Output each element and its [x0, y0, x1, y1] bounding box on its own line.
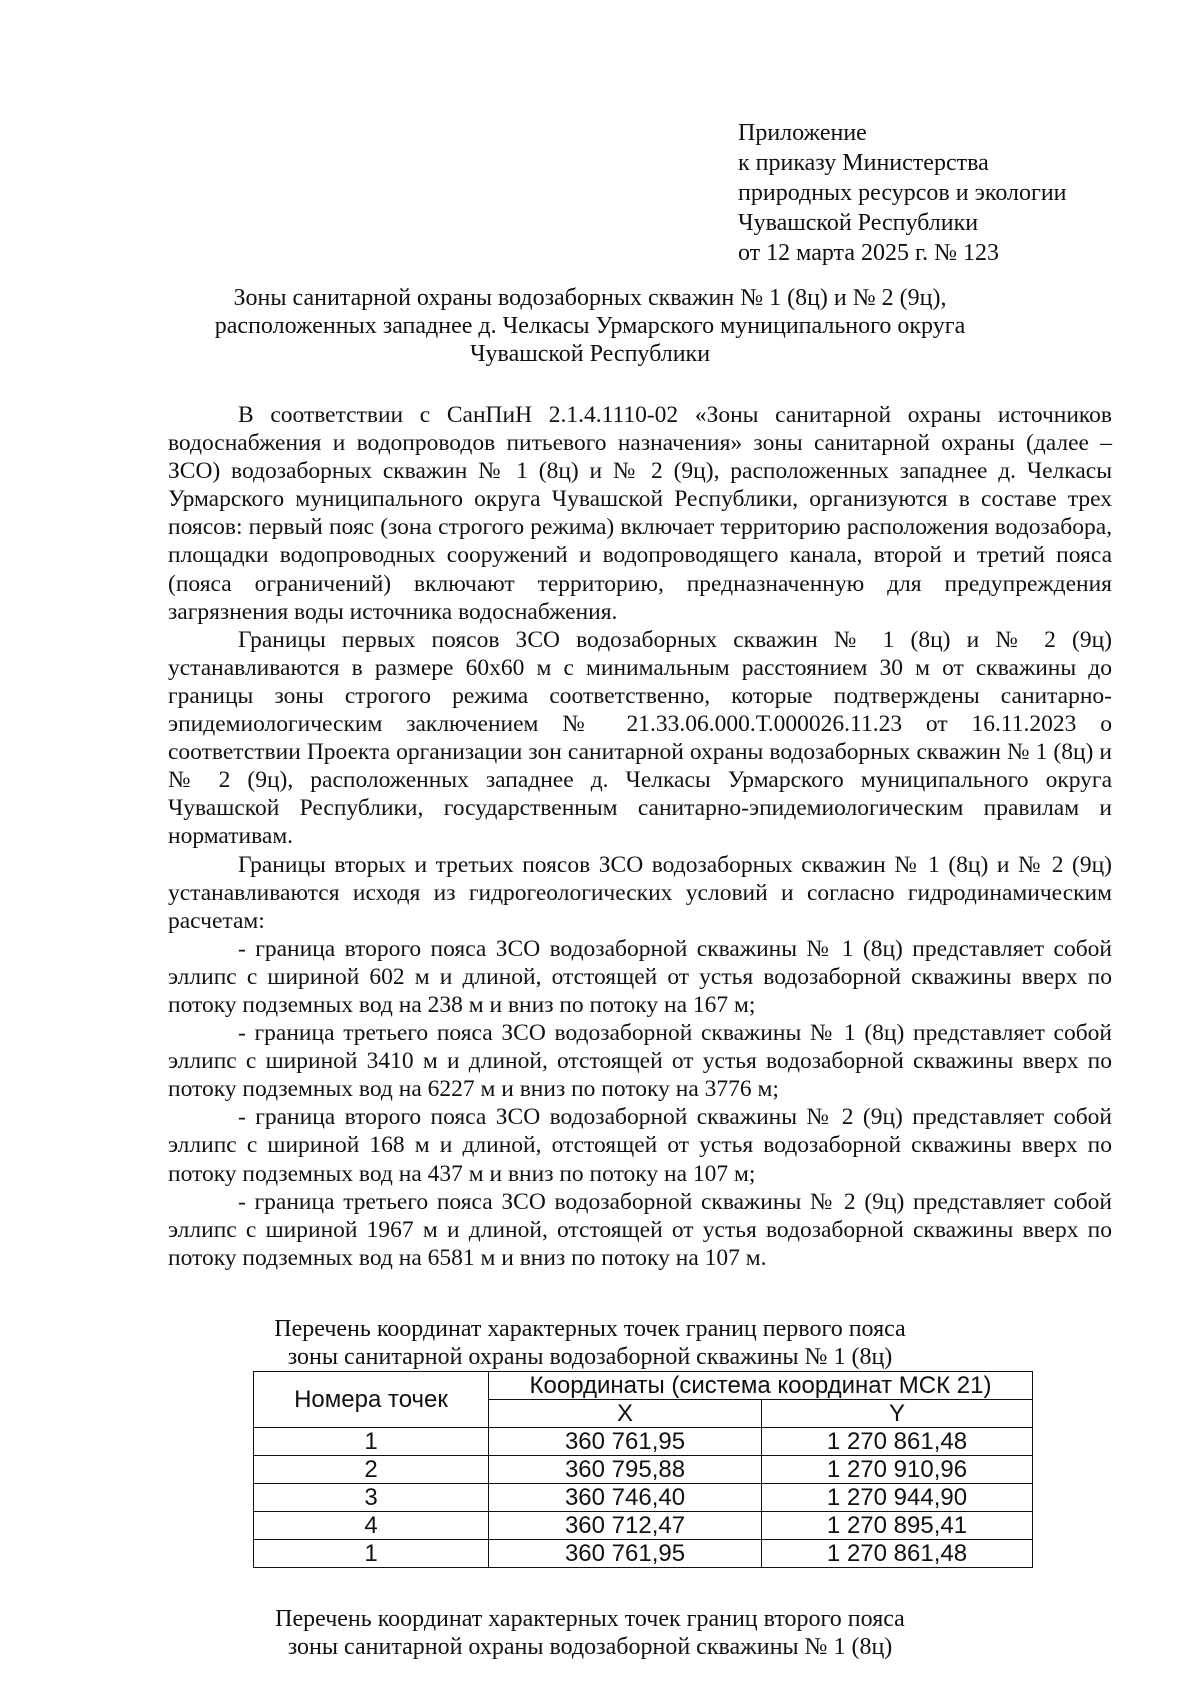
document-title — [150, 284, 1030, 368]
appendix-line: от 12 марта 2025 г. № 123 — [738, 240, 999, 266]
table-row — [254, 1484, 1033, 1512]
title-line: Зоны санитарной охраны водозаборных скважин № 1 (8ц) и № 2 (9ц), — [233, 285, 947, 311]
table-row — [254, 1540, 1033, 1568]
appendix-line: к приказу Министерства — [738, 150, 989, 176]
caption-line: Перечень координат характерных точек границ второго пояса — [275, 1606, 905, 1632]
table-row — [254, 1512, 1033, 1540]
coord-x: 360 761,95 — [489, 1428, 762, 1456]
appendix-line: Приложение — [738, 120, 867, 146]
point-number: 1 — [254, 1428, 489, 1456]
appendix-line: Чувашской Республики — [738, 210, 979, 236]
body-paragraph: В соответствии с СанПиН 2.1.4.1110-02 «Зоны санитарной охраны источников водоснабжения и водопроводов питьевого назначения» зоны санитарной охраны (далее – ЗСО) водозаборных скважин № 1 (8ц) и № 2 (9ц), расположенных западнее д. Челкасы Урмарского муниципального округа Чувашской Республики, организуются в составе трех поясов: первый пояс (зона строгого режима) включает территорию расположения водозабора, площадки водопроводных сооружений и водопроводящего канала, второй и третий пояса (пояса ограничений) включают территорию, предназначенную для предупреждения загрязнения воды источника водоснабжения. — [168, 402, 1112, 625]
table-row — [254, 1456, 1033, 1484]
coord-x: 360 761,95 — [489, 1540, 762, 1568]
coord-y: 1 270 910,96 — [762, 1456, 1033, 1484]
caption-line: Перечень координат характерных точек границ первого пояса — [274, 1316, 906, 1342]
body-paragraph: Границы первых поясов ЗСО водозаборных скважин № 1 (8ц) и № 2 (9ц) устанавливаются в размере 60х60 м с минимальным расстоянием 30 м от скважины до границы зоны строгого режима соответственно, которые подтверждены санитарно-эпидемиологическим заключением № 21.33.06.000.Т.000026.11.23 от 16.11.2023 о соответствии Проекта организации зон санитарной охраны водозаборных скважин № 1 (8ц) и № 2 (9ц), расположенных западнее д. Челкасы Урмарского муниципального округа Чувашской Республики, государственным санитарно-эпидемиологическим правилам и нормативам. — [168, 626, 1112, 850]
appendix-line: природных ресурсов и экологии — [738, 180, 1067, 206]
header-coords: Координаты (система координат МСК 21) — [489, 1372, 1033, 1400]
header-y: Y — [762, 1400, 1033, 1428]
point-number: 2 — [254, 1456, 489, 1484]
list-item: - граница второго пояса ЗСО водозаборной скважины № 1 (8ц) представляет собой эллипс с шириной 602 м и длиной, отстоящей от устья водозаборной скважины вверх по потоку подземных вод на 238 м и вниз по потоку на 167 м; — [168, 935, 1112, 1018]
list-item: - граница третьего пояса ЗСО водозаборной скважины № 2 (9ц) представляет собой эллипс с шириной 1967 м и длиной, отстоящей от устья водозаборной скважины вверх по потоку подземных вод на 6581 м и вниз по потоку на 107 м. — [168, 1188, 1112, 1271]
header-x: X — [489, 1400, 762, 1428]
list-item: - граница третьего пояса ЗСО водозаборной скважины № 1 (8ц) представляет собой эллипс с шириной 3410 м и длиной, отстоящей от устья водозаборной скважины вверх по потоку подземных вод на 6227 м и вниз по потоку на 3776 м; — [168, 1020, 1112, 1103]
coord-x: 360 712,47 — [489, 1512, 762, 1540]
point-number: 3 — [254, 1484, 489, 1512]
table2-caption — [200, 1605, 980, 1661]
table-row — [254, 1428, 1033, 1456]
coord-y: 1 270 861,48 — [762, 1428, 1033, 1456]
document-body — [168, 401, 1112, 1272]
caption-line: зоны санитарной охраны водозаборной скважины № 1 (8ц) — [287, 1344, 893, 1370]
title-line: Чувашской Республики — [469, 341, 711, 367]
coord-y: 1 270 895,41 — [762, 1512, 1033, 1540]
coord-x: 360 795,88 — [489, 1456, 762, 1484]
point-number: 1 — [254, 1540, 489, 1568]
body-paragraph: Границы вторых и третьих поясов ЗСО водозаборных скважин № 1 (8ц) и № 2 (9ц) устанавливаются исходя из гидрогеологических условий и согласно гидродинамическим расчетам: — [168, 851, 1112, 934]
list-item: - граница второго пояса ЗСО водозаборной скважины № 2 (9ц) представляет собой эллипс с шириной 168 м и длиной, отстоящей от устья водозаборной скважины вверх по потоку подземных вод на 437 м и вниз по потоку на 107 м; — [168, 1104, 1112, 1187]
coord-x: 360 746,40 — [489, 1484, 762, 1512]
appendix-block — [738, 118, 1067, 268]
title-line: расположенных западнее д. Челкасы Урмарского муниципального округа — [214, 313, 966, 339]
point-number: 4 — [254, 1512, 489, 1540]
coord-y: 1 270 944,90 — [762, 1484, 1033, 1512]
coordinates-table — [253, 1371, 1033, 1568]
table1-caption — [200, 1315, 980, 1371]
coord-y: 1 270 861,48 — [762, 1540, 1033, 1568]
header-points: Номера точек — [254, 1372, 489, 1428]
caption-line: зоны санитарной охраны водозаборной скважины № 1 (8ц) — [287, 1634, 893, 1660]
